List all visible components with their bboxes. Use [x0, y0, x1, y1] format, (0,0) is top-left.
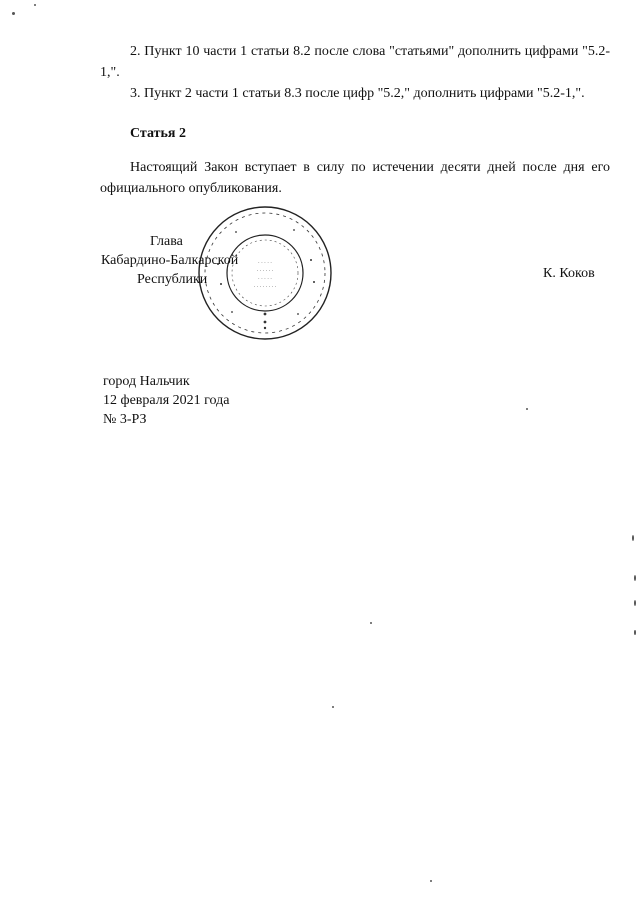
scan-speck [632, 535, 634, 541]
item-3-paragraph: 3. Пункт 2 части 1 статьи 8.3 после цифр "5.2," дополнить цифрами "5.2-1,". [130, 86, 585, 101]
svg-text:· · · · ·: · · · · · [258, 260, 272, 266]
scan-speck [12, 12, 15, 15]
signatory-title-line1: Глава [150, 234, 183, 249]
scan-speck [634, 630, 636, 635]
signatory-name: К. Коков [543, 266, 595, 281]
item-2-paragraph: 2. Пункт 10 части 1 статьи 8.2 после слова "статьями" дополнить цифрами "5.2-1,". [100, 44, 610, 80]
scan-speck [634, 575, 636, 581]
scan-speck [430, 880, 432, 882]
official-seal-stamp [196, 204, 334, 342]
footer-city: город Нальчик [103, 374, 190, 389]
signatory-title-line2: Кабардино-Балкарской [101, 253, 239, 268]
svg-text:· · · · · ·: · · · · · · [256, 268, 274, 274]
article-heading: Статья 2 [130, 126, 186, 141]
scan-speck [634, 600, 636, 606]
scan-speck [370, 622, 372, 624]
svg-text:· · · · ·: · · · · · [258, 276, 272, 282]
scan-speck [526, 408, 528, 410]
scan-speck [332, 706, 334, 708]
signatory-title-line3: Республики [137, 272, 208, 287]
svg-text:· · · · · · · ·: · · · · · · · · [253, 284, 277, 290]
scan-speck [34, 4, 36, 6]
document-footer [103, 372, 230, 429]
article-text: Настоящий Закон вступает в силу по истечении десяти дней после дня его официального опубликования. [100, 160, 610, 196]
footer-date: 12 февраля 2021 года [103, 393, 230, 408]
footer-number: № 3-РЗ [103, 412, 147, 427]
